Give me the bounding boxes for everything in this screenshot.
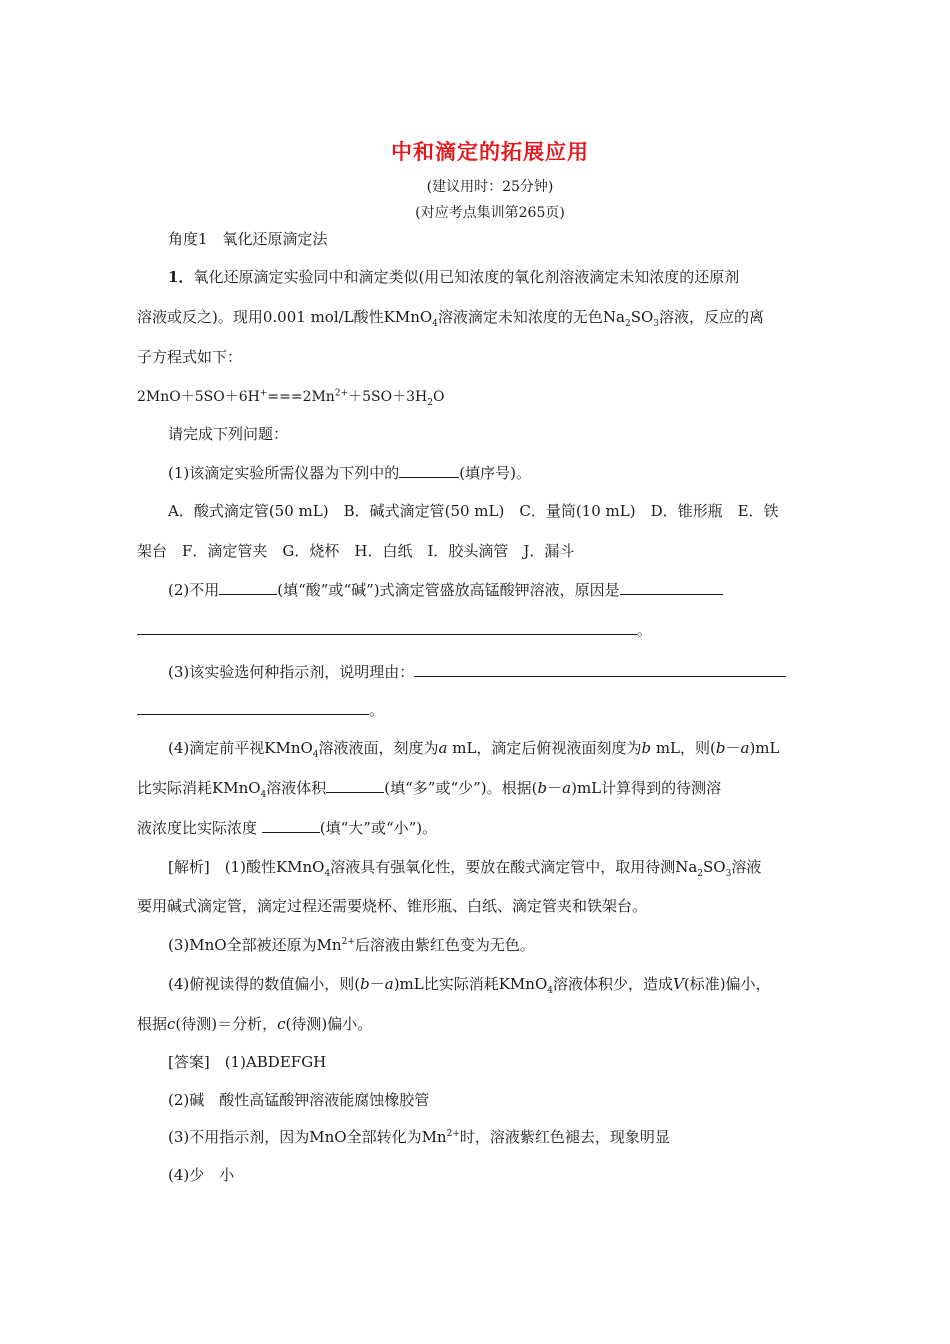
answer-blank[interactable] <box>399 462 459 478</box>
part1: (1)该滴定实验所需仪器为下列中的 (填序号)。 <box>168 464 531 482</box>
options-line1: A．酸式滴定管(50 mL) B．碱式滴定管(50 mL) C．量筒(10 mL) D．锥形瓶 E．铁 <box>168 502 779 520</box>
answer-line2: (2)碱 酸性高锰酸钾溶液能腐蚀橡胶管 <box>168 1091 430 1109</box>
question-number: 1． <box>168 268 194 286</box>
q1-intro-line3: 子方程式如下： <box>137 348 243 366</box>
answer-line1: [答案] (1)ABDEFGH <box>168 1053 327 1071</box>
answer-blank[interactable] <box>262 817 320 833</box>
answer-blank[interactable] <box>414 661 786 677</box>
part3-line1: (3)该实验选何种指示剂，说明理由： <box>168 661 786 682</box>
answer-blank[interactable] <box>219 579 277 595</box>
page-title: 中和滴定的拓展应用 <box>391 139 589 164</box>
part2-line1: (2)不用 (填“酸”或“碱”)式滴定管盛放高锰酸钾溶液，原因是 <box>168 579 723 600</box>
answer-blank[interactable] <box>620 579 723 595</box>
options-line2: 架台 F．滴定管夹 G．烧杯 H．白纸 I．胶头滴管 J．漏斗 <box>137 542 575 560</box>
part4-line1: (4)滴定前平视KMnO$_4$溶液液面，刻度为a mL，滴定后俯视液面刻度为b mL，则(b－a)mL <box>168 739 780 760</box>
ionic-equation: $2MnO+5SO+6H^+===2Mn^{2+}+5SO+3H_2O$ <box>137 388 445 408</box>
answer-blank[interactable] <box>137 619 637 635</box>
q1-intro-line2: 溶液或反之)。现用0.001 mol/L酸性KMnO$_4$溶液滴定未知浓度的无色$Na_2SO_3$溶液，反应的离 <box>137 308 765 329</box>
answer-line4: (4)少 小 <box>168 1166 235 1184</box>
suggested-time: (建议用时：25分钟) <box>426 179 554 195</box>
analysis-line4: (4)俯视读得的数值偏小，则(b－a)mL比实际消耗KMnO$_4$溶液体积少，造成V(标准)偏小， <box>168 975 771 996</box>
analysis-line1: [解析] (1)酸性KMnO$_4$溶液具有强氧化性，要放在酸式滴定管中，取用待测$Na_2SO_3$溶液 <box>168 858 762 879</box>
analysis-line5: 根据c(待测)＝分析，c(待测)偏小。 <box>137 1015 373 1033</box>
q1-intro-line1: 1．氧化还原滴定实验同中和滴定类似(用已知浓度的氧化剂溶液滴定未知浓度的还原剂 <box>168 268 740 286</box>
angle-heading: 角度1 氧化还原滴定法 <box>168 230 328 248</box>
answer-blank[interactable] <box>326 777 384 793</box>
part2-line2: 。 <box>137 619 652 640</box>
prompt: 请完成下列问题： <box>168 425 289 443</box>
analysis-line2: 要用碱式滴定管，滴定过程还需要烧杯、锥形瓶、白纸、滴定管夹和铁架台。 <box>137 897 648 915</box>
reference-page: (对应考点集训第265页) <box>415 205 565 221</box>
part3-line2: 。 <box>137 699 384 720</box>
answer-line3: (3)不用指示剂，因为MnO全部转化为$Mn^{2+}$时，溶液紫红色褪去，现象明显 <box>168 1128 670 1146</box>
part4-line3: 液浓度比实际浓度 (填“大”或“小”)。 <box>137 819 438 837</box>
answer-blank[interactable] <box>137 699 369 715</box>
part4-line2: 比实际消耗KMnO$_4$溶液体积 (填“多”或“少”)。根据(b－a)mL计算得到的待测溶 <box>137 779 722 800</box>
analysis-line3: (3)MnO全部被还原为$Mn^{2+}$后溶液由紫红色变为无色。 <box>168 936 535 954</box>
